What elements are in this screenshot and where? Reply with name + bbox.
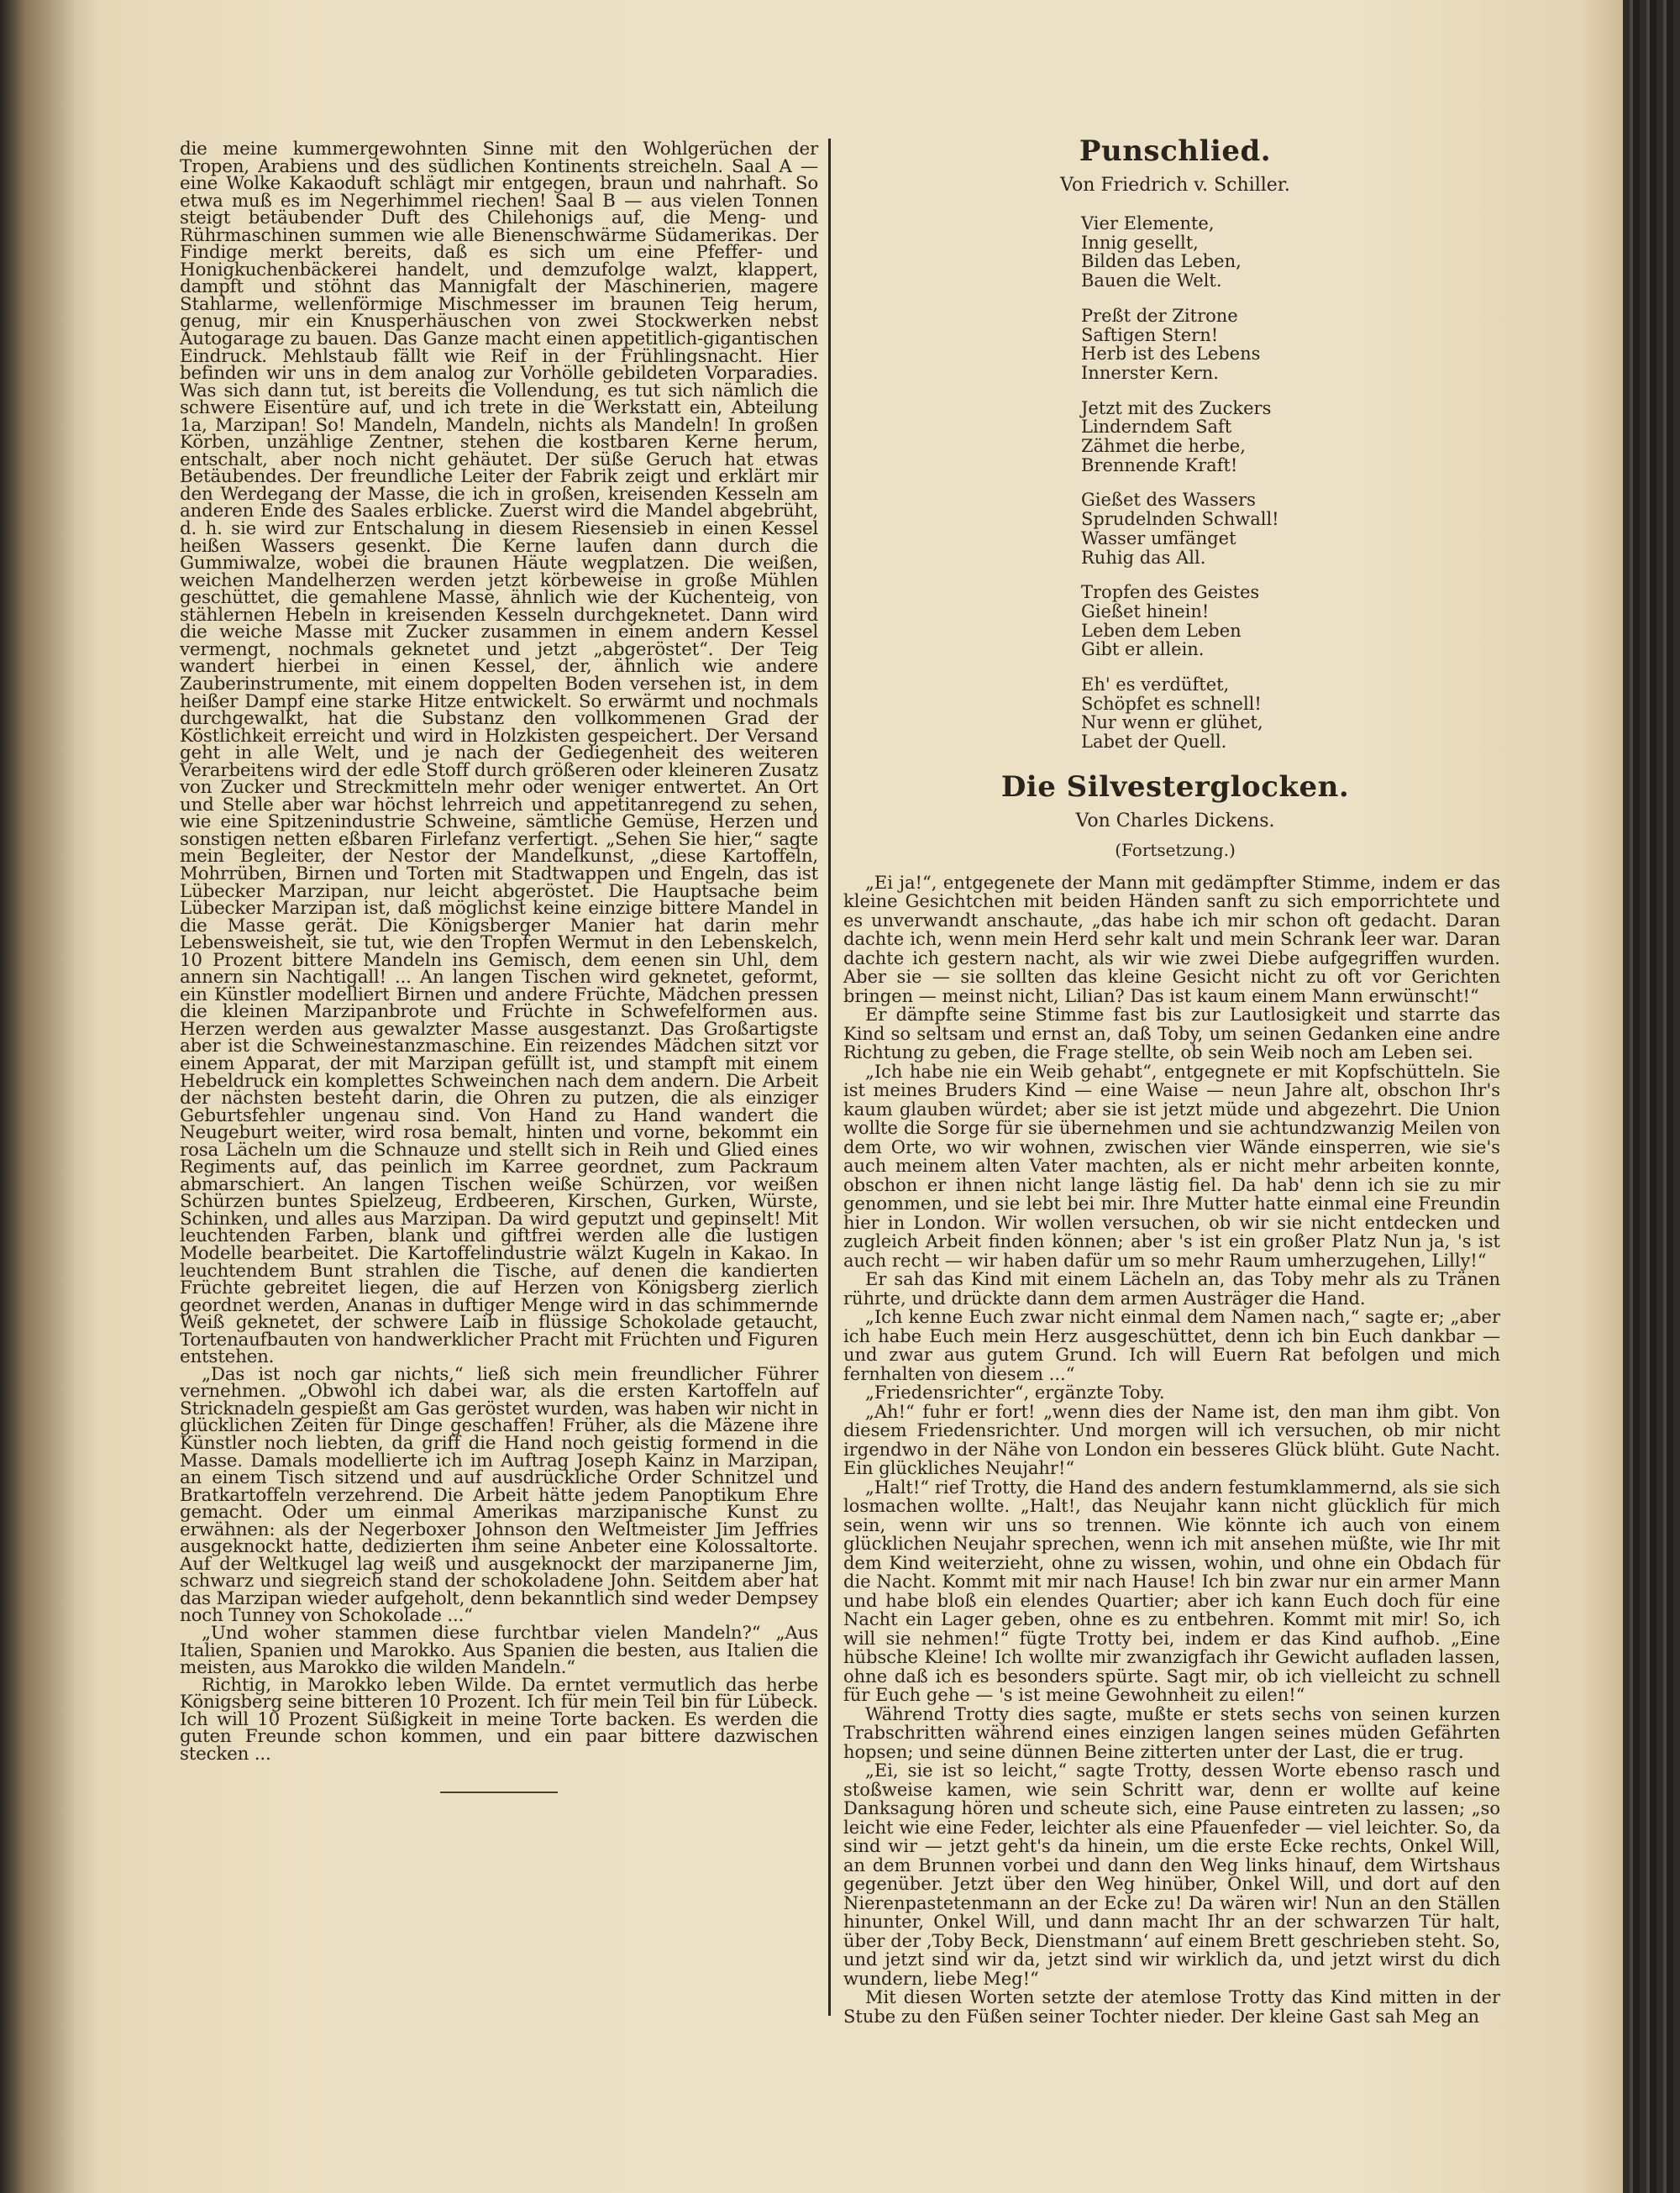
story-byline: Von Charles Dickens. xyxy=(1075,810,1275,832)
poem-line: Gießet des Wassers xyxy=(1081,490,1256,511)
poem xyxy=(1081,214,1507,752)
poem-title: Punschlied. xyxy=(1079,134,1272,168)
poem-line: Saftigen Stern! xyxy=(1081,324,1219,345)
poem-line: Jetzt mit des Zuckers xyxy=(1081,397,1272,418)
poem-line: Sprudelnden Schwall! xyxy=(1081,509,1279,530)
article-paragraph: „Und woher stammen diese furchtbar vielen Mandeln?“ „Aus Italien, Spanien und Marokko. Aus Spanien die besten, aus Italien die meisten, aus Marokko die wilden Mandeln.“ xyxy=(180,1623,818,1679)
poem-line: Gießet hinein! xyxy=(1081,601,1210,622)
poem-line: Vier Elemente, xyxy=(1081,213,1215,233)
poem-byline: Von Friedrich v. Schiller. xyxy=(1060,175,1290,196)
poem-line: Wasser umfänget xyxy=(1081,527,1236,548)
article-paragraph: Richtig, in Marokko leben Wilde. Da erntet vermutlich das herbe Königsberg seine bitteren 10 Prozent. Ich für mein Teil bin für Lübeck. Ich will 10 Prozent Süßigkeit in meine Torte backen. Es werden die guten Freunde schon kommen, und ein paar bittere dazwischen stecken ... xyxy=(180,1674,818,1765)
poem-line: Brennende Kraft! xyxy=(1081,454,1238,475)
story-paragraph: „Ei, sie ist so leicht,“ sagte Trotty, dessen Worte ebenso rasch und stoßweise kamen, wie sein Schritt war, denn er wollte auf keine Danksagung hören und scheute sich, eine Pause eintreten zu lassen; „so leicht wie eine Feder, leichter als eine Pfauenfeder — viel leichter. So, da sind wir — jetzt geht's da hinein, um die erste Ecke rechts, Onkel Will, an dem Brunnen vorbei und dann den Weg links hinauf, dem Wirtshaus gegenüber. Jetzt über den Weg hinüber, Onkel Will, und dort auf den Nierenpastetenmann an der Ecke zu! Da wären wir! Nun an den Ställen hinunter, Onkel Will, und dann macht Ihr an der schwarzen Tür halt, über der ‚Toby Beck, Dienstmann‘ auf einem Brett geschrieben steht. So, und jetzt sind wir da, jetzt sind wir wirklich da, und jetzt wirst du dich wundern, liebe Meg!“ xyxy=(843,1760,1500,1989)
poem-line: Herb ist des Lebens xyxy=(1081,344,1261,365)
poem-stanza xyxy=(1081,399,1507,475)
story-paragraph: Er sah das Kind mit einem Lächeln an, das Toby mehr als zu Tränen rührte, und drückte dann dem armen Austräger die Hand. xyxy=(843,1269,1500,1309)
poem-stanza xyxy=(1081,675,1507,752)
article-paragraph: die meine kummergewohnten Sinne mit den Wohlgerüchen der Tropen, Arabiens und des südlichen Kontinents streicheln. Saal A — eine Wolke Kakaoduft schlägt mir entgegen, braun und nahrhaft. So etwa muß es im Negerhimmel riechen! Saal B — aus vielen Tonnen steigt betäubender Duft des Chilehonigs auf, die Meng- und Rührmaschinen summen wie alle Bienenschwärme Südamerikas. Der Findige merkt bereits, daß es sich um eine Pfeffer- und Honigkuchenbäckerei handelt, und demzufolge walzt, klappert, dampft und stöhnt das Mannigfalt der Maschinerien, magere Stahlarme, wellenförmige Mischmesser im braunen Teig herum, genug, mir ein Knusperhäuschen von zwei Stockwerken nebst Autogarage zu bauen. Das Ganze macht einen appetitlich-gigantischen Eindruck. Mehlstaub fällt wie Reif in der Frühlingsnacht. Hier befinden wir uns in dem analog zur Vorhölle gebildeten Vorparadies. Was sich dann tut, ist bereits die Vollendung, es tut sich nämlich die schwere Eisentüre auf, und ich trete in die Werkstatt ein, Abteilung 1a, Marzipan! So! Mandeln, Mandeln, nichts als Mandeln! In großen Körben, unzählige Zentner, stehen die kostbaren Kerne herum, entschalt, aber noch nicht gehäutet. Der süße Geruch hat etwas Betäubendes. Der freundliche Leiter der Fabrik zeigt und erklärt mir den Werdegang der Masse, die ich in großen, kreisenden Kesseln am anderen Ende des Saales erblicke. Zuerst wird die Mandel abgebrüht, d. h. sie wird zur Entschalung in diesem Riesensieb in einen Kessel heißen Wassers gesenkt. Die Kerne laufen dann durch die Gummiwalze, wobei die braunen Häute wegplatzen. Die weißen, weichen Mandelherzen werden jetzt körbeweise in große Mühlen geschüttet, die gemahlene Masse, ähnlich wie der Kuchenteig, von stählernen Hebeln in kreisenden Kesseln durchgeknetet. Dann wird die weiche Masse mit Zucker zusammen in einem andern Kessel vermengt, nochmals geknetet und jetzt „abgeröstet“. Der Teig wandert hierbei in einen Kessel, der, ähnlich wie andere Zauberinstrumente, mit einem doppelten Boden versehen ist, in dem heißer Dampf eine starke Hitze entwickelt. So erwärmt und nochmals durchgewalkt, hat die Substanz den vollkommenen Grad der Köstlichkeit erreicht und wird in Holzkisten gespeichert. Der Versand geht in alle Welt, und je nach der Gediegenheit des weiteren Verarbeitens wird der edle Stoff durch größeren oder kleineren Zusatz von Zucker und Streckmitteln mehr oder weniger entwertet. An Ort und Stelle aber war höchst lehrreich und appetitanregend zu sehen, wie eine Spitzenindustrie Schweine, sämtliche Gemüse, Herzen und sonstigen netten eßbaren Firlefanz verfertigt. „Sehen Sie hier,“ sagte mein Begleiter, der Nestor der Mandelkunst, „diese Kartoffeln, Mohrrüben, Birnen und Torten mit Stadtwappen und Engeln, das ist Lübecker Marzipan, nur leicht abgeröstet. Die Hauptsache beim Lübecker Marzipan ist, daß möglichst keine einzige bittere Mandel in die Masse gerät. Die Königsberger Manier hat darin mehr Lebensweisheit, sie tut, wie den Tropfen Wermut in den Lebenskelch, 10 Prozent bittere Mandeln ins Gemisch, dem eenen sin Uhl, dem annern sin Nachtigall! ... An langen Tischen wird geknetet, geformt, ein Künstler modelliert Birnen und andere Früchte, Mädchen pressen die kleinen Marzipanbrote und Früchte in Schwefelformen aus. Herzen werden aus gewalzter Masse ausgestanzt. Das Großartigste aber ist die Schweinestanzmaschine. Ein reizendes Mädchen sitzt vor einem Apparat, der mit Marzipan gefüllt ist, und stampft mit einem Hebeldruck ein komplettes Schweinchen nach dem andern. Die Arbeit der nächsten besteht darin, die Ohren zu putzen, die als einziger Geburtsfehler ungenau sind. Von Hand zu Hand wandert die Neugeburt weiter, wird rosa bemalt, hinten und vorne, bekommt ein rosa Lächeln um die Schnauze und stellt sich in Reih und Glied eines Regiments auf, das peinlich im Karree geordnet, zum Packraum abmarschiert. An langen Tischen weiße Schürzen, vor weißen Schürzen buntes Spielzeug, Erdbeeren, Kirschen, Gurken, Würste, Schinken, und alles aus Marzipan. Da wird geputzt und gepinselt! Mit leuchtenden Farben, blank und giftfrei werden alle die lustigen Modelle bearbeitet. Die Kartoffelindustrie wälzt Kugeln in Kakao. In leuchtendem Bunt strahlen die Tische, auf denen die kandierten Früchte gebreitet liegen, die auf Herzen von Königsberg zierlich geordnet werden, Ananas in duftiger Menge wird in das schimmernde Weiß geknetet, der schwere Laib in flüssige Schokolade getaucht, Tortenaufbauten von handwerklicher Pracht mit Früchten und Figuren entstehen. xyxy=(180,139,818,1368)
story-paragraph: „Friedensrichter“, ergänzte Toby. xyxy=(865,1382,1165,1403)
story-text xyxy=(843,874,1500,2027)
poem-line: Gibt er allein. xyxy=(1081,639,1205,660)
poem-line: Innig gesellt, xyxy=(1081,232,1199,253)
poem-line: Eh' es verdüftet, xyxy=(1081,674,1230,695)
poem-stanza xyxy=(1081,214,1507,291)
poem-line: Preßt der Zitrone xyxy=(1081,305,1238,326)
end-rule xyxy=(440,1792,558,1793)
poem-stanza xyxy=(1081,491,1507,567)
poem-line: Bauen die Welt. xyxy=(1081,270,1222,291)
poem-line: Zähmet die herbe, xyxy=(1081,436,1246,457)
column-divider xyxy=(828,139,831,2016)
poem-line: Ruhig das All. xyxy=(1081,547,1206,568)
poem-line: Tropfen des Geistes xyxy=(1081,582,1260,603)
poem-stanza xyxy=(1081,583,1507,659)
poem-line: Leben dem Leben xyxy=(1081,620,1242,641)
poem-line: Labet der Quell. xyxy=(1081,732,1227,753)
continued-note: (Fortsetzung.) xyxy=(1115,839,1236,860)
poem-line: Linderndem Saft xyxy=(1081,417,1232,438)
story-paragraph: „Ei ja!“, entgegenete der Mann mit gedämpfter Stimme, indem er das kleine Gesichtchen mit beiden Händen sanft zu sich emporrichtete und es unverwandt anschaute, „das habe ich mir schon oft gedacht. Daran dachte ich, wenn mein Herd sehr kalt und mein Schrank leer war. Daran dachte ich gestern nacht, als wir wie zwei Diebe aufgegriffen wurden. Aber sie — sie sollten das kleine Gesicht nicht zu oft vor Gerichten bringen — meinst nicht, Lilian? Das ist kaum einem Mann erwünscht!“ xyxy=(843,872,1500,1006)
left-column-article xyxy=(180,141,818,1793)
poem-stanza xyxy=(1081,307,1507,383)
story-paragraph: Mit diesen Worten setzte der atemlose Trotty das Kind mitten in der Stube zu den Füßen seiner Tochter nieder. Der kleine Gast sah Meg an xyxy=(843,1987,1500,2027)
story-paragraph: „Halt!“ rief Trotty, die Hand des andern festumklammernd, als sie sich losmachen wollte. „Halt!, das Neujahr kann nicht glücklich für mich sein, wenn wir uns so trennen. Wie könnte ich auch von einem glücklichen Neujahr sprechen, wenn ich mit ansehen müßte, wie Ihr mit dem Kind weiterzieht, ohne zu wissen, wohin, und ohne ein Obdach für die Nacht. Kommt mit mir nach Hause! Ich bin zwar nur ein armer Mann und habe bloß ein elendes Quartier; aber ich kann Euch doch für eine Nacht ein Lager geben, ohne es zu entbehren. Kommt mit mir! So, ich will sie nehmen!“ fügte Trotty bei, indem er das Kind aufhob. „Eine hübsche Kleine! Ich wollte mir zwanzigfach ihr Gewicht aufladen lassen, ohne daß ich es besonders spürte. Sagt mir, ob ich vielleicht zu schnell für Euch gehe — 's ist meine Gewohnheit zu eilen!“ xyxy=(843,1477,1500,1706)
poem-line: Innerster Kern. xyxy=(1081,362,1219,383)
poem-line: Bilden das Leben, xyxy=(1081,251,1242,272)
story-paragraph: „Ich kenne Euch zwar nicht einmal dem Namen nach,“ sagte er; „aber ich habe Euch mein Herz ausgeschüttet, denn ich bin Euch dankbar — und zwar aus gutem Grund. Ich will Euern Rat befolgen und mich fernhalten von diesem ...“ xyxy=(843,1307,1500,1384)
right-column xyxy=(843,134,1507,2026)
story-title: Die Silvesterglocken. xyxy=(1000,769,1350,804)
story-paragraph: Während Trotty dies sagte, mußte er stets sechs von seinen kurzen Trabschritten während eines einzigen langen seines müden Gefährten hopsen; und seine dünnen Beine zitterten unter der Last, die er trug. xyxy=(843,1703,1500,1762)
story-paragraph: „Ah!“ fuhr er fort! „wenn dies der Name ist, den man ihm gibt. Von diesem Friedensrichter. Und morgen will ich versuchen, ob mir nicht irgendwo in der Nähe von London ein besseres Glück blüht. Gute Nacht. Ein glückliches Neujahr!“ xyxy=(843,1401,1500,1479)
story-paragraph: „Ich habe nie ein Weib gehabt“, entgegnete er mit Kopfschütteln. Sie ist meines Bruders Kind — eine Waise — neun Jahre alt, obschon Ihr's kaum glauben würdet; aber sie ist jetzt müde und abgezehrt. Die Union wollte die Sorge für sie übernehmen und sie achtundzwanzig Meilen von dem Orte, wo wir wohnen, zwischen vier Wände einsperren, wie sie's auch meinem alten Vater machten, als er nicht mehr arbeiten konnte, obschon er ihnen nicht lange lästig fiel. Da hab' denn ich sie zu mir genommen, und sie lebt bei mir. Ihre Mutter hatte einmal eine Freundin hier in London. Wir wollen versuchen, ob wir sie nicht entdecken und zugleich Arbeit finden können; aber 's ist ein großer Platz Nun ja, 's ist auch recht — wir haben dafür um so mehr Raum umherzugehen, Lilly!“ xyxy=(843,1061,1500,1271)
story-paragraph: Er dämpfte seine Stimme fast bis zur Lautlosigkeit und starrte das Kind so seltsam und ernst an, daß Toby, um seinen Gedanken eine andre Richtung zu geben, die Frage stellte, ob sein Weib noch am Leben sei. xyxy=(843,1005,1500,1063)
binding-shadow xyxy=(0,0,101,2193)
poem-line: Schöpfet es schnell! xyxy=(1081,693,1262,714)
poem-line: Nur wenn er glühet, xyxy=(1081,712,1263,733)
article-paragraph: „Das ist noch gar nichts,“ ließ sich mein freundlicher Führer vernehmen. „Obwohl ich dabei war, als die ersten Kartoffeln auf Stricknadeln gespießt am Gas geröstet wurden, was haben wir nicht in glücklichen Zeiten für Dinge geschaffen! Früher, als die Mäzene ihre Künstler noch liebten, da griff die Hand noch geistig formend in die Masse. Damals modellierte ich im Auftrag Joseph Kainz in Marzipan, an einem Tisch sitzend und auf ausdrückliche Order Schnitzel und Bratkartoffeln verzehrend. Die Arbeit hätte jedem Panoptikum Ehre gemacht. Oder um einmal Amerikas marzipanische Kunst zu erwähnen: als der Negerboxer Johnson den Weltmeister Jim Jeffries ausgeknockt hatte, dedizierten ihm seine Anbeter eine Kolossaltorte. Auf der Weltkugel lag weiß und ausgeknockt der marzipanerne Jim, schwarz und siegreich stand der schokoladene John. Seitdem aber hat das Marzipan wieder aufgeholt, denn bekanntlich sind weder Dempsey noch Tunney von Schokolade ...“ xyxy=(180,1363,818,1627)
